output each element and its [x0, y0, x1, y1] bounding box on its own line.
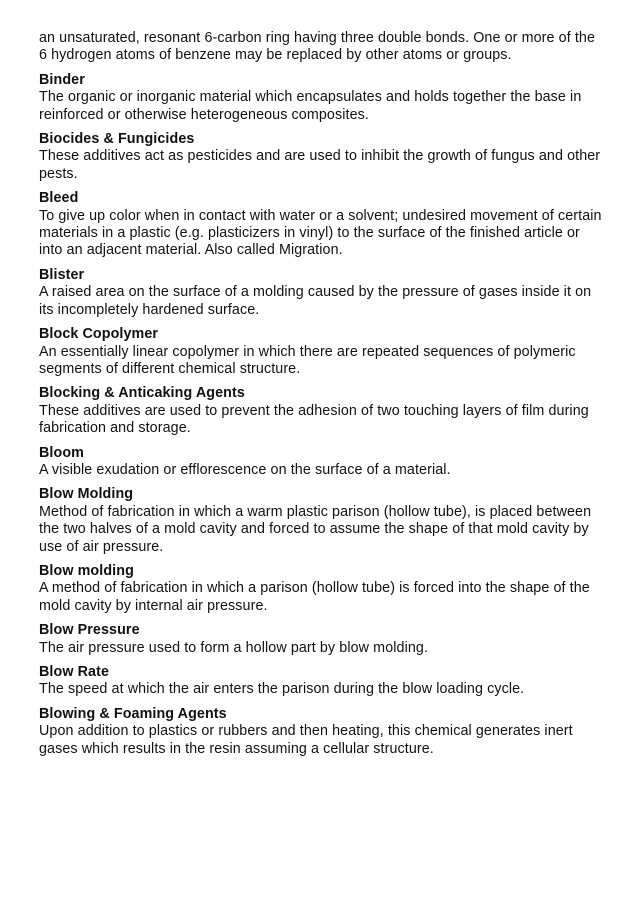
- glossary-entry-blocking-anticaking-agents: [39, 385, 607, 437]
- term-heading: Bloom: [39, 444, 84, 461]
- term-heading: Blow molding: [39, 562, 134, 579]
- term-heading: Block Copolymer: [39, 326, 159, 343]
- term-definition: A raised area on the surface of a molding caused by the pressure of gases inside it on its incompletely hardened surface.: [39, 284, 592, 318]
- glossary-entry-blow-pressure: [39, 622, 607, 657]
- term-definition: Method of fabrication in which a warm plastic parison (hollow tube), is placed between the two halves of a mold cavity and forced to assume the shape of that mold cavity by use of air pressure.: [39, 503, 592, 555]
- term-heading: Blowing & Foaming Agents: [39, 705, 227, 722]
- glossary-entry-biocides-fungicides: [39, 131, 607, 183]
- intro-text: an unsaturated, resonant 6-carbon ring having three double bonds. One or more of the 6 hydrogen atoms of benzene may be replaced by other atoms or groups.: [39, 30, 596, 64]
- glossary-entry-blister: [39, 267, 607, 319]
- glossary-entry-block-copolymer: [39, 326, 607, 378]
- term-definition: Upon addition to plastics or rubbers and then heating, this chemical generates inert gases which results in the resin assuming a cellular structure.: [39, 723, 573, 757]
- term-definition: To give up color when in contact with water or a solvent; undesired movement of certain materials in a plastic (e.g. plasticizers in vinyl) to the surface of the finished article or into an adjacent material. Also called Migration.: [39, 207, 602, 259]
- term-definition: The air pressure used to form a hollow part by blow molding.: [39, 639, 429, 656]
- term-heading: Blow Rate: [39, 664, 110, 680]
- glossary-entry-blow-rate: [39, 664, 607, 699]
- glossary-entry-blow-molding: [39, 486, 607, 556]
- term-definition: These additives are used to prevent the adhesion of two touching layers of film during fabrication and storage.: [39, 402, 589, 437]
- glossary-entry-blow-molding-alt: [39, 563, 607, 615]
- glossary-entry-binder: [39, 72, 607, 124]
- term-definition: A visible exudation or efflorescence on the surface of a material.: [39, 461, 451, 478]
- term-definition: The speed at which the air enters the parison during the blow loading cycle.: [39, 681, 525, 698]
- term-heading: Blocking & Anticaking Agents: [39, 385, 245, 402]
- term-definition: A method of fabrication in which a parison (hollow tube) is forced into the shape of the mold cavity by internal air pressure.: [39, 580, 590, 614]
- term-definition: The organic or inorganic material which encapsulates and holds together the base in reinforced or otherwise heterogeneous composites.: [39, 89, 582, 123]
- term-heading: Bleed: [39, 190, 79, 207]
- term-definition: These additives act as pesticides and are used to inhibit the growth of fungus and other pests.: [39, 148, 601, 182]
- term-heading: Blister: [39, 266, 85, 283]
- glossary-entry-bleed: [39, 190, 607, 260]
- term-heading: Biocides & Fungicides: [39, 131, 195, 148]
- glossary-entry-blowing-foaming-agents: [39, 706, 607, 758]
- glossary-page: [39, 30, 607, 765]
- term-definition: An essentially linear copolymer in which there are repeated sequences of polymeric segments of different chemical structure.: [39, 343, 576, 377]
- term-heading: Blow Pressure: [39, 622, 140, 639]
- term-heading: Blow Molding: [39, 486, 134, 503]
- glossary-entry-bloom: [39, 445, 607, 480]
- term-heading: Binder: [39, 71, 85, 88]
